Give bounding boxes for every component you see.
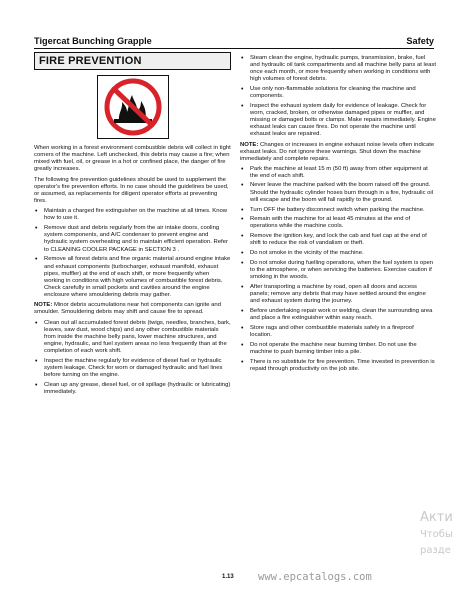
left-note — [34, 302, 231, 316]
list-item: • Inspect the machine regularly for evidence of diesel fuel or hydraulic system leakage. Check for worn or damaged hydraulic and fuel lines before turning on the engine. — [34, 358, 231, 379]
list-item: • Maintain a charged fire extinguisher on the machine at all times. Know how to use it. — [34, 208, 231, 222]
left-bullet-list-b — [34, 320, 231, 397]
intro-paragraph: When working in a forest environment combustible debris will collect in tight corners of the machine. Left unchecked, this debris may cause a fire; when mixed with fuel, oil, or grease in a hot or confined place, the danger of fire greatly increases. — [34, 145, 231, 173]
list-item: • Inspect the exhaust system daily for evidence of leakage. Check for worn, cracked, broken, or otherwise damaged pipes or muffler, and missing or damaged bolts or clamps. Make repairs immediately. Engine exhaust leaks can cause fires. Do not operate the machine until exhaust leaks are repaired. — [240, 103, 436, 139]
right-bullet-list-a — [240, 55, 436, 139]
right-column — [240, 52, 436, 373]
list-item: • Remove all forest debris and fine organic material around engine intake and exhaust components (turbocharger, exhaust manifold, exhaust pipes, muffler) at the end of each shift, or more frequently when working in conditions with high volumes of combustible forest debris. Check carefully in small pockets and cavities around the engine enclosure where smouldering debris may gather. — [34, 256, 231, 299]
section-heading-text: FIRE PREVENTION — [39, 55, 142, 67]
list-item: • Remain with the machine for at least 45 minutes at the end of operations while the machine cools. — [240, 216, 436, 230]
right-bullet-list-b — [240, 166, 436, 373]
left-bullet-list-a — [34, 208, 231, 299]
list-item: • Before undertaking repair work or welding, clean the surrounding area and place a fire extinguisher within easy reach. — [240, 308, 436, 322]
header-divider — [34, 48, 434, 49]
activation-overlay-line3: разде — [420, 545, 451, 556]
no-fire-warning-icon — [97, 75, 169, 139]
right-note — [240, 142, 436, 163]
list-item: • Clean out all accumulated forest debris (twigs, needles, branches, bark, leaves, saw dust, wood chips) and any other combustible materials from inside the machine belly pans, lower machine structures, and engine, hydraulic, and fuel system areas no less frequently than at the completion of each work shift. — [34, 320, 231, 356]
document-title: Tigercat Bunching Grapple — [34, 36, 152, 46]
left-column — [34, 52, 231, 396]
list-item: • Clean up any grease, diesel fuel, or oil spillage (hydraulic or lubricating) immediately. — [34, 382, 231, 396]
list-item: • Remove dust and debris regularly from the air intake doors, cooling system components, and A/C condenser to prevent engine and hydraulic system overheating and to maintain efficient operation. Refer to CLEANING COOLER PACKAGE in SECTION 3 . — [34, 225, 231, 254]
note-label: NOTE: — [34, 302, 53, 309]
list-item: • Do not operate the machine near burning timber. Do not use the machine to push burning timber into a pile. — [240, 342, 436, 356]
list-item: • Park the machine at least 15 m (50 ft) away from other equipment at the end of each shift. — [240, 166, 436, 180]
list-item: • Do not smoke in the vicinity of the machine. — [240, 250, 436, 257]
list-item: • Turn OFF the battery disconnect switch when parking the machine. — [240, 207, 436, 214]
list-item: • After transporting a machine by road, open all doors and access panels; remove any debris that may have settled around the engine and exhaust system during the journey. — [240, 284, 436, 305]
note-text: Changes or increases in engine exhaust noise levels often indicate exhaust leaks. Do not ignore these warnings. Shut down the machine immediately and complete repairs. — [240, 141, 435, 162]
activation-overlay-line1: Акти — [420, 510, 453, 525]
note-label: NOTE: — [240, 141, 259, 148]
page-number: 1.13 — [222, 574, 234, 580]
guidelines-paragraph: The following fire prevention guidelines should be used to supplement the operator's fire prevention efforts. In no case should the guidelines be used, or assumed, as replacements for diligent operator efforts at preventing fires. — [34, 176, 229, 205]
list-item: • Do not smoke during fuelling operations, when the fuel system is open to the atmosphere, or when servicing the batteries. Exercise caution if smoking in the woods. — [240, 260, 436, 281]
section-name: Safety — [406, 36, 434, 46]
list-item: • Remove the ignition key, and lock the cab and fuel cap at the end of shift to reduce the risk of vandalism or theft. — [240, 233, 436, 247]
note-text: Minor debris accumulations near hot components can ignite and smoulder. Smouldering debris may shift and cause fire to spread. — [34, 302, 221, 316]
list-item: • Store rags and other combustible materials safely in a fireproof location. — [240, 325, 436, 339]
list-item: • Never leave the machine parked with the boom raised off the ground. Should the hydraulic cylinder hoses burn through in a fire, hydraulic oil will escape and the boom will fall rapidly to the ground. — [240, 182, 436, 203]
watermark-url: www.epcatalogs.com — [258, 571, 372, 583]
activation-overlay — [420, 510, 456, 566]
activation-overlay-line2: Чтобы — [420, 529, 453, 540]
list-item: • There is no substitute for fire prevention. Time invested in prevention is repaid through productivity on the job site. — [240, 359, 436, 373]
list-item: • Use only non-flammable solutions for cleaning the machine and components. — [240, 86, 436, 100]
list-item: • Steam clean the engine, hydraulic pumps, transmission, brake, fuel and hydraulic oil tank compartments and all machine belly pans at least once each month, or more frequently when working in conditions with high volumes of forest debris. — [240, 55, 436, 84]
section-heading — [34, 52, 231, 70]
